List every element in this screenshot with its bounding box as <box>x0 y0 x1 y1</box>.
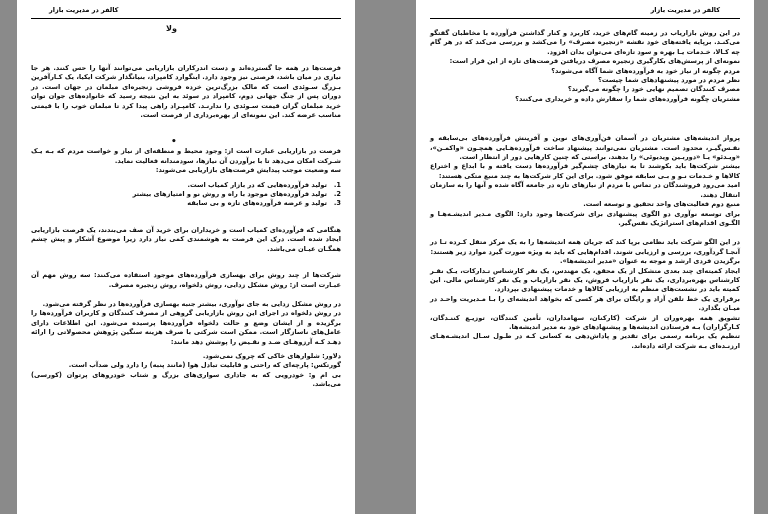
page-header-right <box>430 6 740 19</box>
paragraph: در روش دلخواه در اجرای این روش بازاریابی گروهی از مصرف کنندگان و کاربران فرآورده‌ها را برگزیده و از ایشان وضع و حالت دلخواه فرآورده‌ها پرسیده می‌شود. این اطلاعات دارای عامل‌های ناسازگار است. ممکن است شرکتی با صرف هزینه سنگین پژوهش محصولاتی را ارائه دهـد کـه آرزوهـای ضـد و نقـیض را پوشش دهد مانند: <box>31 309 341 346</box>
paragraph: برقراری یک خط تلفن آزاد و رایگان برای هر کسی که بخواهد اندیشه‌ای را بـا مـدیریت واحـد در میـان بگذارد. <box>430 294 740 313</box>
document-page-right <box>416 0 754 514</box>
paragraph: بیشتر شرکت‌ها باید بکوشند تا به نیازهای چشم‌گیر فرآورده‌ها دست یافته و با ابداع و اختراع کالاها و خـدمات نـو و بـی سابقه موفق شود. برای این کار شرکت‌ها به چند منبع متکی هستند: <box>430 162 740 180</box>
paragraph: شرکت‌ها از چند روش برای بهسازی فرآورده‌های موجود استفاده می‌کنند: سه روش مهم آن عبـارت است از: روش مشکل زدایی، روش دلخواه، روش زنجیره مصرف. <box>31 271 341 289</box>
paragraph: دلاور: شلوارهای خاکی که چروک نمی‌شود. <box>202 351 341 360</box>
document-page-left <box>17 0 355 514</box>
list-item: 2. تولید فرآورده‌های موجود با راه و روش نو و امتیازهای بیشتر <box>132 190 341 199</box>
paragraph: سه وضعیت موجب پیدایش فرصت‌های بازاریابی می‌شوند: <box>155 166 341 175</box>
paragraph: مصرف کنندگان تصمیم نهایی خود را چگونه می‌گیرند؟ <box>567 85 740 94</box>
paragraph: فرصت‌ها در همه جا گسترده‌اند و دست اندرکاران بازاریابی می‌توانند آنها را حس کنند. هر جا نیازی در میان باشد، فرصتی نیز وجود دارد. اینگوارد کامپراد، بنیانگذار شرکت ایکیا، یک کـارآفرین بـزرگ سـوئدی است که مالک بزرگ‌ترین خرده فروشی زنجیره‌ای مبلمان در جهان است. در دوران پس از جنگ جهانی دوم، کامپراد در سوئد به این نتیجه رسید که خانواده‌های جوان توان خرید مبلمان گران قیمت سـوئدی را ندارنـد. کامپـراد راهی پیدا کرد تا مبلمان خوب را با قیمتی مناسب عرضه کند. این نمونه‌ای از بهره‌برداری از فرصت است. <box>31 64 341 120</box>
page-body-left <box>31 24 341 514</box>
paragraph: منبع دوم فعالیت‌های واحد تحقیق و توسعه است. <box>583 200 740 209</box>
section-mark-top: ولا <box>166 24 177 33</box>
paragraph: مشتریان چگونه فرآورده‌های شما را سفارش داده و خریداری می‌کنند؟ <box>515 94 740 103</box>
paragraph: برگزیدن فردی ارشد و موجه به عنوان «مدیر اندیشه‌ها». <box>559 257 740 266</box>
numbered-list <box>31 181 341 209</box>
paragraph: امید می‌رود فروشندگان در تماس با مردم از نیازهای تازه در جامعه آگاه شده و آنها را به سازمان انتقال دهند. <box>430 181 740 199</box>
paragraph: فرصت در بازاریابی عبارت است از: وجود محیط و منطقه‌ای از نیاز و خواست مردم که بـه یـک شـرکت امکان می‌دهد تا با برآوردن آن نیازها، سودمندانه فعالیت نماید. <box>31 147 341 165</box>
section-mark-bullet: • <box>171 137 177 148</box>
list-item: 1. تولید فرآورده‌هایی که در بازار کمیاب است. <box>187 180 341 189</box>
paragraph: پرواز اندیشه‌های مشتریان در آسمان فن‌آوری‌های نوین و آفرینش فرآورده‌های بی‌سابقه و نفـس‌گیـر، محدود است. مشتریان نمی‌توانند پیشنهاد ساخت فرآورده‌هـایی همچـون «واکمـن»، «ویـدئو» یـا «دوربـین ویدیوئی» را بدهند. براستی که چنین کارهایی دور از انتظار است. <box>430 134 740 162</box>
paragraph: در این الگو شرکت باید نظامی برپا کند که جریان همه اندیشه‌ها را به یک مرکز متقل کـرده تـا در آنجـا گردآوری، بررسی و ارزیابی شوند. اقدام‌هایی که باید به ویژه صورت گیرد موارد زیر هستند: <box>430 238 740 256</box>
paragraph: ایجاد کمیته‌ای چند بعدی متشکل از یک محقق، یک مهندس، یک نفر کارشناس تـدارکات، یـک نفـر کارشناس بهره‌برداری، یک نفر بازاریاب فروش، یک نفر بازاریاب و یک نفر کارشناس مالی. این کمیته باید در نشست‌های منظم به ارزیابی کالاها و خدمات پیشنهادی بپردازد. <box>430 266 740 294</box>
list-item: 3. تولید و عرضه فرآورده‌های تازه و بی سابقه <box>187 199 341 208</box>
paragraph: تنظیم یک برنامه رسمی برای تقدیر و پاداش‌دهی به کسانی کـه در طـول سـال اندیشـه‌هـای ارزنـده‌ای بـه شرکت ارائه داده‌اند. <box>430 332 740 350</box>
page-body-right <box>430 24 740 514</box>
header-title-left: کالفر در مدیریت بازار <box>49 6 119 14</box>
paragraph: هنگامی که فرآورده‌ای کمیاب است و خریداران برای خرید آن صف می‌بندند، یک فرصت بازاریابی ایجاد شده است. درک این فرصت به هوشمندی کمی نیاز دارد زیرا موضوع آشکار و پیش چشم همگـان عیـان می‌باشد. <box>31 225 341 253</box>
paragraph: نظر مردم در مورد پیشنهادهای شما چیست؟ <box>598 76 740 85</box>
header-title-right: کالفر در مدیریت بازار <box>650 6 720 14</box>
paragraph: نمونه‌ای از پرسش‌های بکارگیری زنجیره مصرف دریافتن فرصت‌های تازه از این قرار است: <box>449 57 740 66</box>
paragraph: گورتکس: پارچه‌ای که راحتی و قابلیت تبادل هوا (مانند پنبه) را دارد ولی ضدآب است. <box>68 361 341 370</box>
paragraph: بی ام و: خودرویی که به جاداری سواری‌های بزرگ و شتاب خودروهای پرتوان (کورسی) می‌باشد. <box>31 370 341 389</box>
paragraph: در این روش بازاریاب در زمینه گام‌های خرید، کاربرد و کنار گذاشتن فرآورده با مخاطبان گفتگو می‌کنـد. برپایه یافته‌های خود نقشه «زنجیره مصرف» را می‌کشد و بررسی می‌کند که در هر گام چه کـالا، خـدمات یـا بهره و سود تازه‌ای می‌توان بدان افزود. <box>430 29 740 56</box>
paragraph: مردم چگونه از نیاز خود به فرآورده‌های شما آگاه می‌شوند؟ <box>551 66 740 75</box>
paragraph: تشویق همه بهره‌وران از شرکت (کارکنان، سهامداران، تأمین کنندگان، توزیـع کننـدگان، کـارگزاران) بـه فرستادن اندیشه‌ها و پیشنهادهای خود به مدیر اندیشه‌ها. <box>430 313 740 331</box>
page-header-left <box>31 6 341 19</box>
paragraph: در روش مشکل زدایی به جای نوآوری، بیشتر جنبه بهسازی فرآورده‌ها در نظر گرفته می‌شود. <box>42 299 341 308</box>
paragraph: برای توسعه نوآوری دو الگوی پیشنهادی برای شرکت‌ها وجود دارد: الگوی مـدیر اندیشـه‌هـا و الگـوی اقدام‌های استراتژیک نفس‌گیر. <box>430 209 740 227</box>
